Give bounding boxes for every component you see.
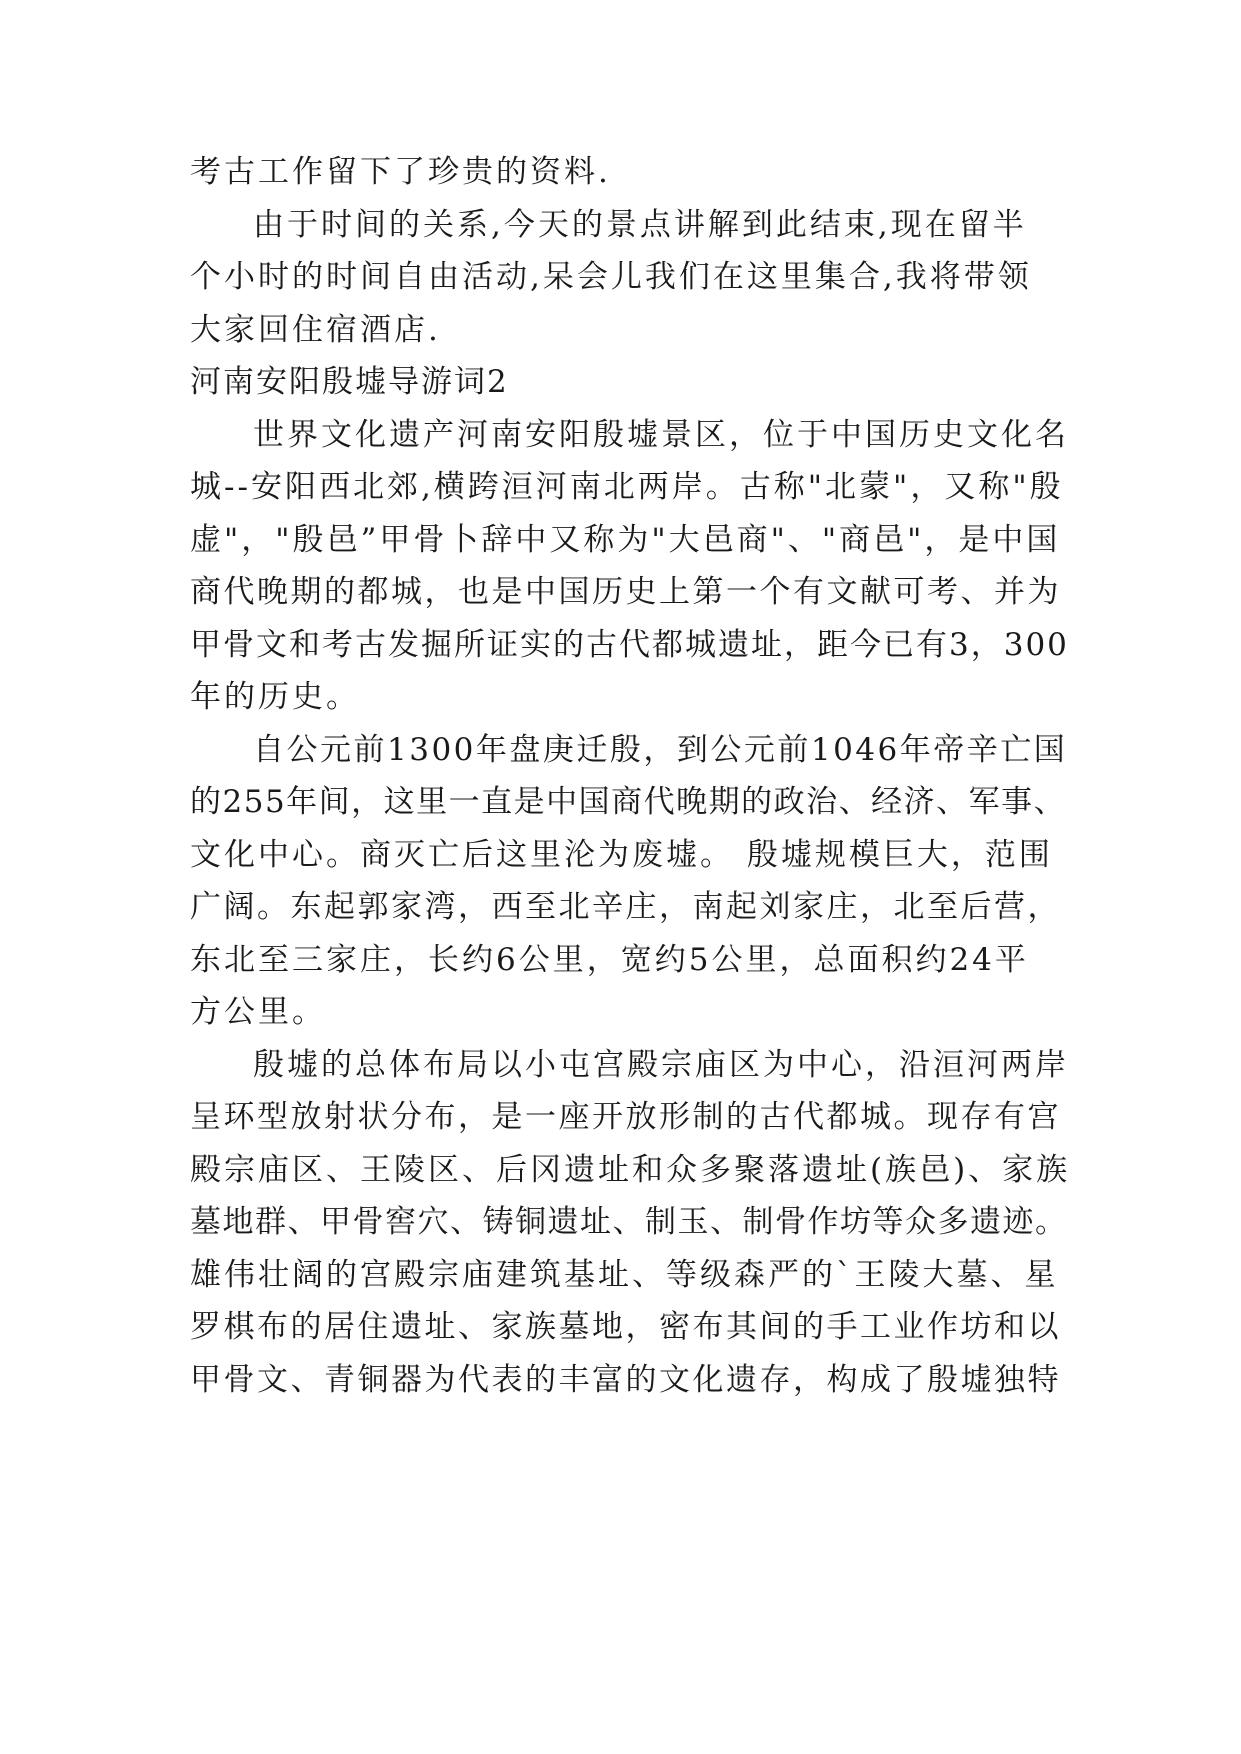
text-line: 大家回住宿酒店. — [190, 312, 441, 348]
text-line: 方公里。 — [190, 994, 326, 1030]
paragraph-start-line: 殷墟的总体布局以小屯宫殿宗庙区为中心，沿洹河两岸 — [253, 1047, 1069, 1083]
text-line: 文化中心。商灭亡后这里沦为废墟。 殷墟规模巨大，范围 — [190, 837, 1053, 873]
text-line: 东北至三家庄，长约6公里，宽约5公里，总面积约24平 — [190, 942, 1029, 978]
paragraph-start-line: 由于时间的关系,今天的景点讲解到此结束,现在留半 — [253, 207, 1027, 243]
text-line: 考古工作留下了珍贵的资料. — [190, 154, 611, 190]
text-line: 呈环型放射状分布，是一座开放形制的古代都城。现存有宫 — [190, 1099, 1061, 1135]
text-line: 墓地群、甲骨窖穴、铸铜遗址、制玉、制骨作坊等众多遗迹。 — [190, 1204, 1068, 1240]
text-line: 甲骨文和考古发掘所证实的古代都城遗址，距今已有3，300 — [190, 627, 1069, 663]
text-line: 城--安阳西北郊,横跨洹河南北两岸。古称"北蒙"，又称"殷 — [190, 469, 1064, 505]
text-line: 罗棋布的居住遗址、家族墓地，密布其间的手工业作坊和以 — [190, 1309, 1061, 1345]
text-line: 雄伟壮阔的宫殿宗庙建筑基址、等级森严的`王陵大墓、星 — [190, 1257, 1059, 1293]
paragraph-start-line: 自公元前1300年盘庚迁殷，到公元前1046年帝辛亡国 — [253, 732, 1068, 768]
text-line: 的255年间，这里一直是中国商代晚期的政治、经济、军事、 — [190, 784, 1067, 820]
text-line: 甲骨文、青铜器为代表的丰富的文化遗存，构成了殷墟独特 — [190, 1362, 1061, 1398]
text-line: 殿宗庙区、王陵区、后冈遗址和众多聚落遗址(族邑)、家族 — [190, 1152, 1071, 1188]
text-line: 年的历史。 — [190, 679, 360, 715]
text-line: 个小时的时间自由活动,呆会儿我们在这里集合,我将带领 — [190, 259, 1032, 295]
section-heading: 河南安阳殷墟导游词2 — [190, 364, 509, 400]
text-line: 虚"，"殷邑”甲骨卜辞中又称为"大邑商"、"商邑"，是中国 — [190, 522, 1061, 558]
text-line: 商代晚期的都城，也是中国历史上第一个有文献可考、并为 — [190, 574, 1061, 610]
paragraph-start-line: 世界文化遗产河南安阳殷墟景区，位于中国历史文化名 — [253, 417, 1069, 453]
text-line: 广阔。东起郭家湾，西至北辛庄，南起刘家庄，北至后营， — [190, 889, 1061, 925]
